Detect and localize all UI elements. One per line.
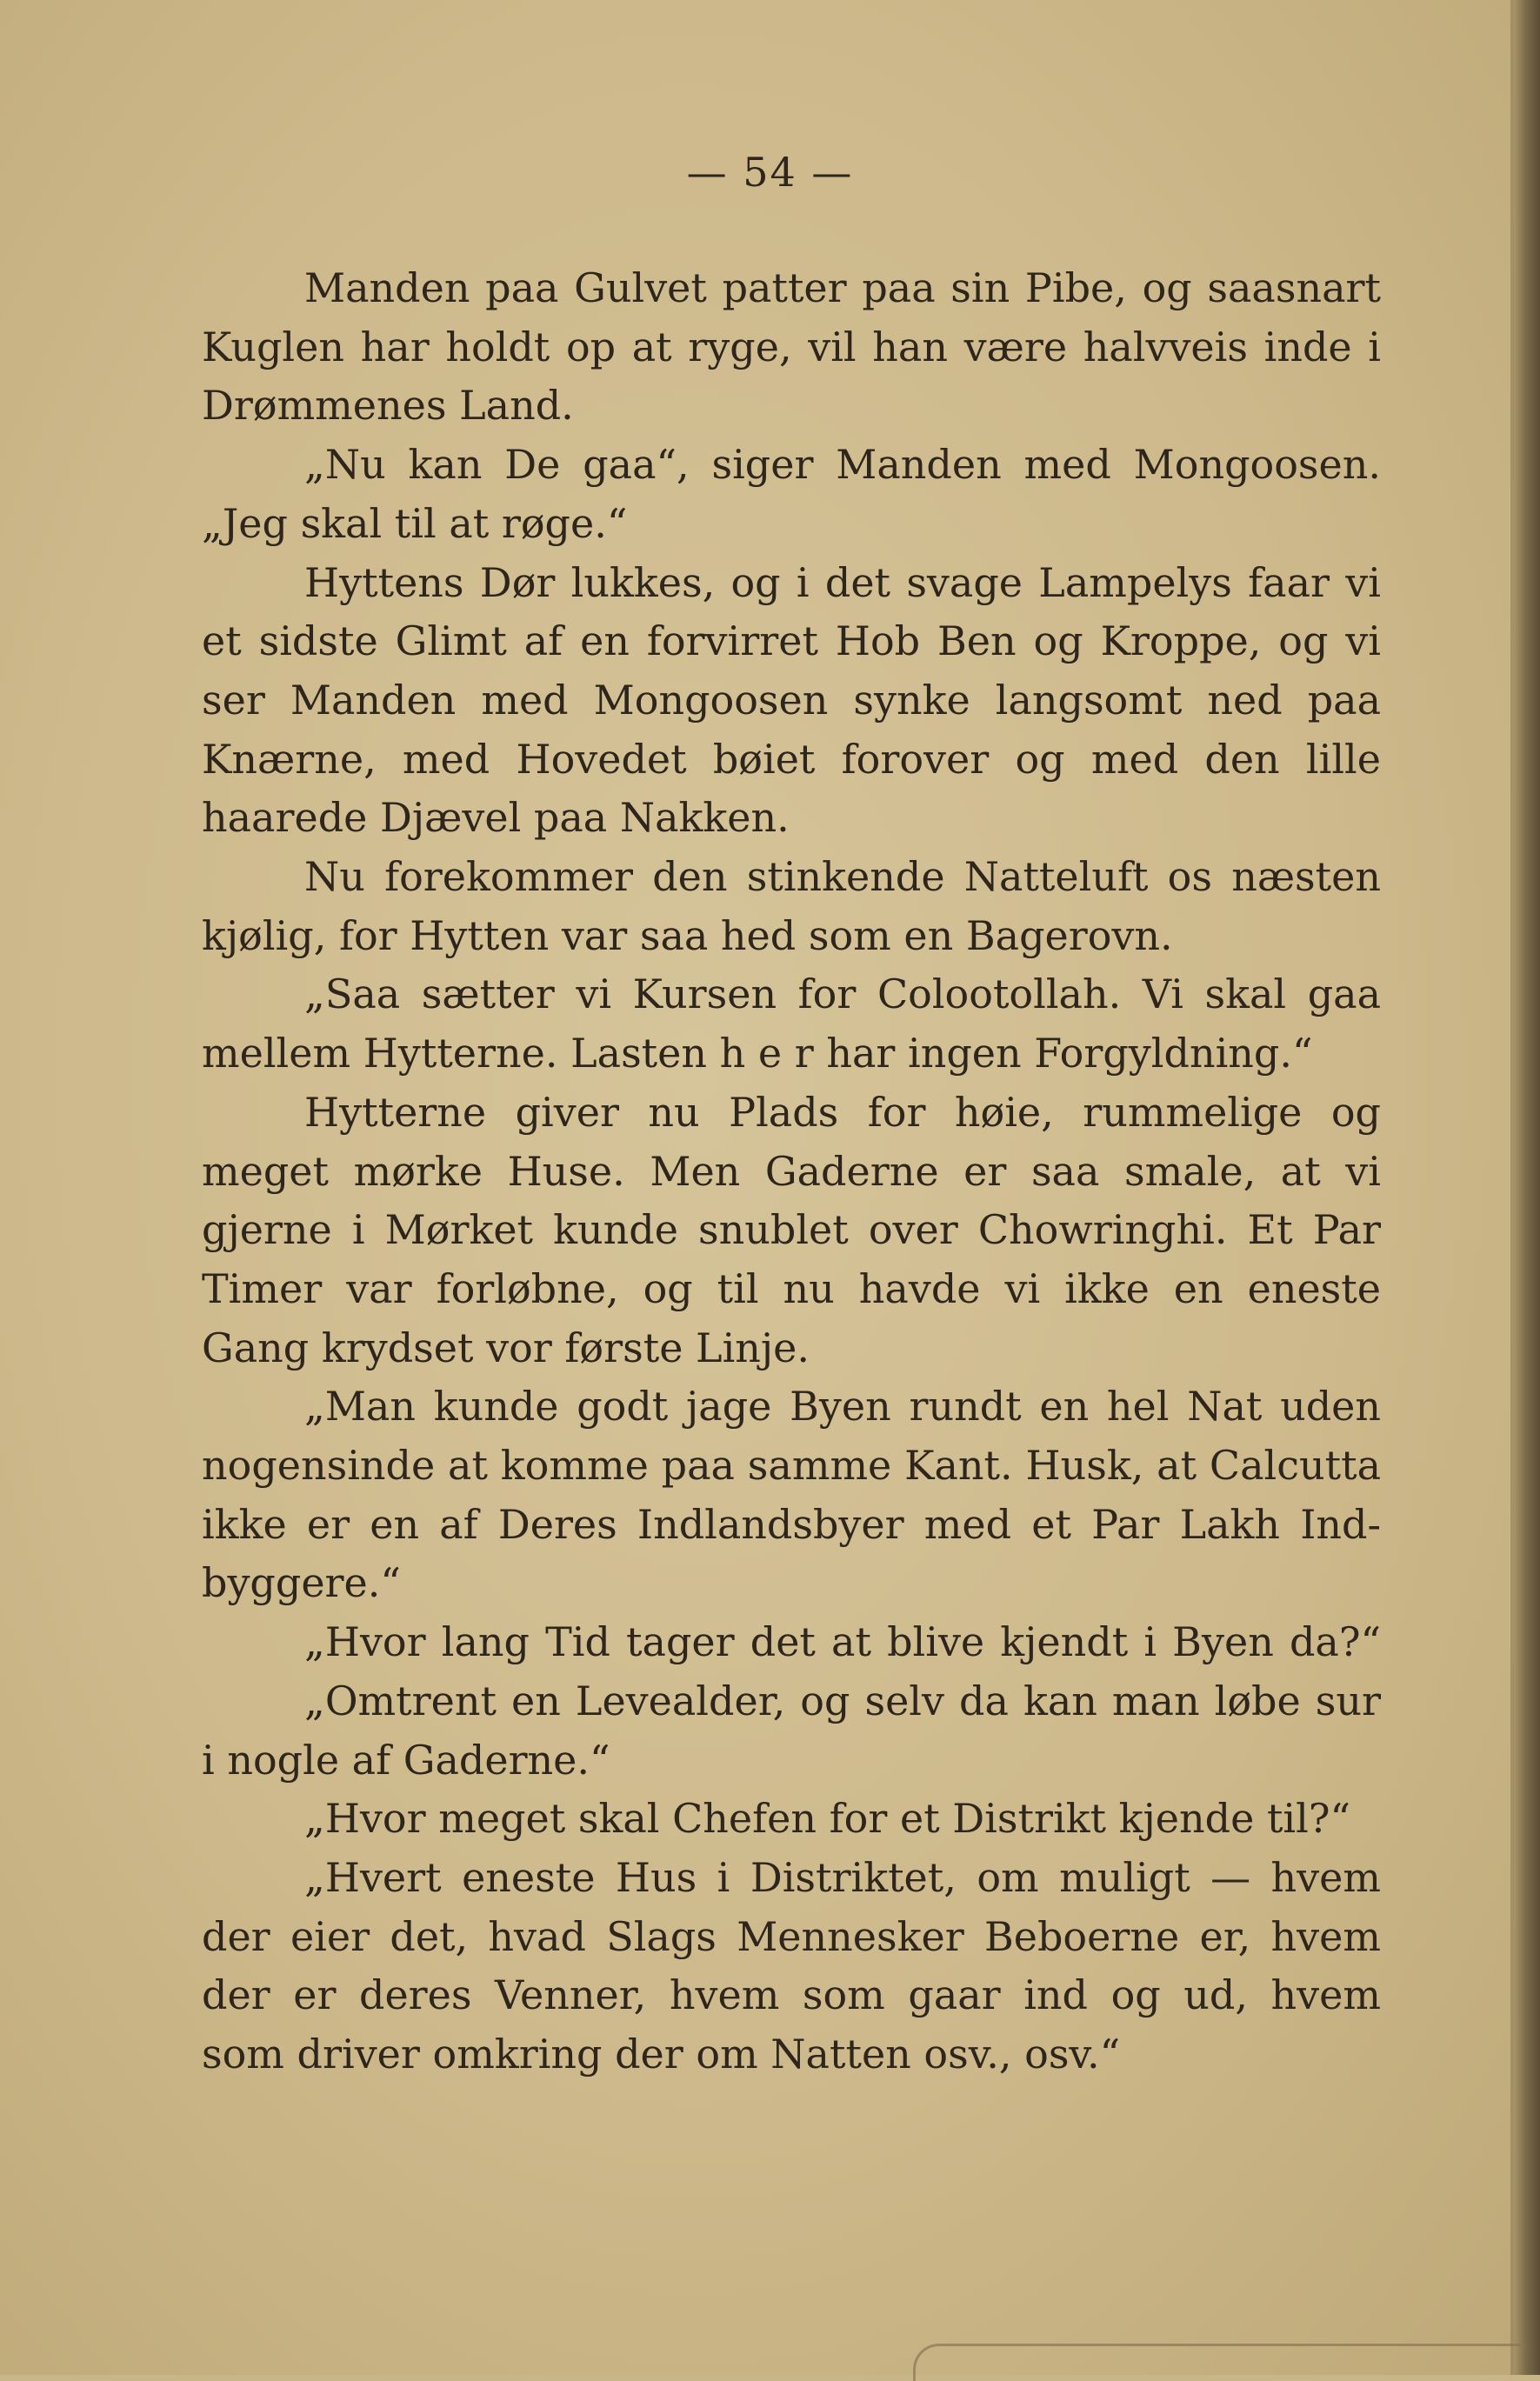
text-line: Drømmenes Land. — [202, 382, 574, 430]
text-line: Hyttens Dør lukkes, og i det svage Lampelys faar vi — [304, 558, 1381, 606]
text-line: „Man kunde godt jage Byen rundt en hel Nat uden — [304, 1383, 1381, 1431]
text-line: „Hvor lang Tid tager det at blive kjendt i Byen da?“ — [304, 1618, 1381, 1666]
page-number: — 54 — — [686, 149, 854, 196]
page-curl — [913, 2344, 1524, 2381]
text-line: Timer var forløbne, og til nu havde vi ikke en eneste — [202, 1264, 1381, 1312]
text-line: „Saa sætter vi Kursen for Colootollah. Vi skal gaa — [304, 970, 1381, 1018]
text-line: gjerne i Mørket kunde snublet over Chowringhi. Et Par — [202, 1206, 1381, 1254]
page-edge — [1514, 0, 1540, 2375]
text-line: Manden paa Gulvet patter paa sin Pibe, og saasnart — [304, 264, 1381, 311]
text-line: et sidste Glimt af en forvirret Hob Ben og Kroppe, og vi — [202, 617, 1381, 665]
text-line: „Hvor meget skal Chefen for et Distrikt kjende til?“ — [304, 1795, 1351, 1843]
text-line: meget mørke Huse. Men Gaderne er saa smale, at vi — [202, 1147, 1381, 1195]
text-line: Gang krydset vor første Linje. — [202, 1324, 810, 1371]
text-line: der eier det, hvad Slags Mennesker Beboerne er, hvem — [202, 1912, 1381, 1960]
text-line: „Nu kan De gaa“, siger Manden med Mongoosen. — [304, 441, 1381, 489]
text-line: kjølig, for Hytten var saa hed som en Bagerovn. — [202, 911, 1173, 959]
text-line: som driver omkring der om Natten osv., osv.“ — [202, 2031, 1121, 2078]
text-line: Knærne, med Hovedet bøiet forover og med den lille — [202, 735, 1381, 783]
text-line: byggere.“ — [202, 1559, 401, 1607]
text-line: ser Manden med Mongoosen synke langsomt ned paa — [202, 676, 1381, 724]
text-line: „Hvert eneste Hus i Distriktet, om muligt — hvem — [304, 1853, 1381, 1901]
text-line: der er deres Venner, hvem som gaar ind og ud, hvem — [202, 1971, 1381, 2019]
text-line: mellem Hytterne. Lasten h e r har ingen Forgyldning.“ — [202, 1030, 1313, 1077]
text-line: i nogle af Gaderne.“ — [202, 1736, 610, 1784]
text-line: nogensinde at komme paa samme Kant. Husk, at Calcutta — [202, 1442, 1381, 1490]
text-line: „Omtrent en Levealder, og selv da kan man løbe sur — [304, 1677, 1381, 1724]
text-line: Nu forekommer den stinkende Natteluft os næsten — [304, 853, 1381, 901]
text-line: Hytterne giver nu Plads for høie, rummelige og — [304, 1088, 1381, 1136]
text-line: haarede Djævel paa Nakken. — [202, 794, 790, 842]
text-line: „Jeg skal til at røge.“ — [202, 499, 628, 547]
text-line: Kuglen har holdt op at ryge, vil han være halvveis inde i — [202, 323, 1381, 370]
body-text — [202, 259, 1381, 2084]
text-line: ikke er en af Deres Indlandsbyer med et Par Lakh Ind- — [202, 1500, 1381, 1548]
